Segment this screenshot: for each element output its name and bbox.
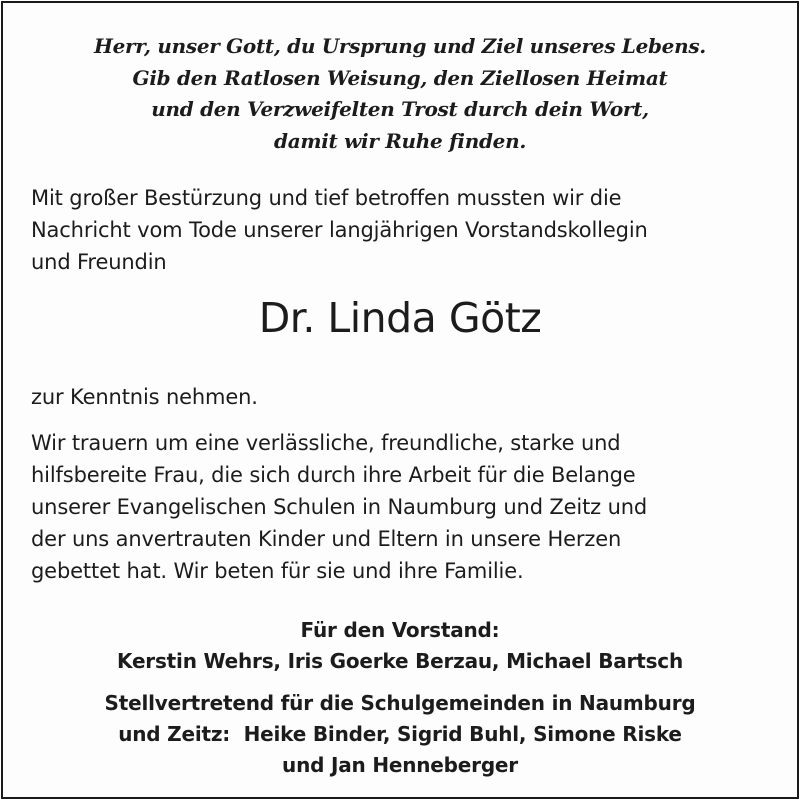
board-heading: Für den Vorstand:	[300, 618, 500, 642]
deputies-line: und Jan Henneberger	[282, 753, 518, 777]
board-signature	[23, 615, 777, 677]
intro-line: Mit großer Bestürzung und tief betroffen mussten wir die	[31, 186, 622, 210]
board-members: Kerstin Wehrs, Iris Goerke Berzau, Michael Bartsch	[117, 649, 683, 673]
prayer-line: und den Verzweifelten Trost durch dein Wort,	[151, 97, 649, 121]
tribute-line: gebettet hat. Wir beten für sie und ihre Familie.	[31, 559, 524, 583]
tribute-line: Wir trauern um eine verlässliche, freundliche, starke und	[31, 431, 621, 455]
prayer-line: damit wir Ruhe finden.	[274, 128, 526, 153]
deputies-line: Stellvertretend für die Schulgemeinden in Naumburg	[104, 691, 696, 715]
obituary-notice	[1, 1, 799, 799]
intro-line: Nachricht vom Tode unserer langjährigen Vorstandskollegin	[31, 218, 648, 242]
intro-line: und Freundin	[31, 250, 167, 274]
deputies-line: und Zeitz: Heike Binder, Sigrid Buhl, Simone Riske	[118, 722, 682, 746]
deceased-name: Dr. Linda Götz	[258, 294, 542, 342]
intro-paragraph	[31, 182, 648, 278]
prayer-line: Gib den Ratlosen Weisung, den Ziellosen Heimat	[132, 65, 668, 90]
prayer-verse	[23, 31, 777, 157]
tribute-line: unserer Evangelischen Schulen in Naumburg und Zeitz und	[31, 495, 648, 519]
deputies-signature	[23, 688, 777, 781]
prayer-line: Herr, unser Gott, du Ursprung und Ziel unseres Lebens.	[94, 34, 706, 58]
notice-text: zur Kenntnis nehmen.	[31, 385, 258, 409]
tribute-line: der uns anvertrauten Kinder und Eltern in unsere Herzen	[31, 527, 622, 551]
tribute-line: hilfsbereite Frau, die sich durch ihre Arbeit für die Belange	[31, 463, 636, 487]
tribute-paragraph	[31, 427, 647, 587]
